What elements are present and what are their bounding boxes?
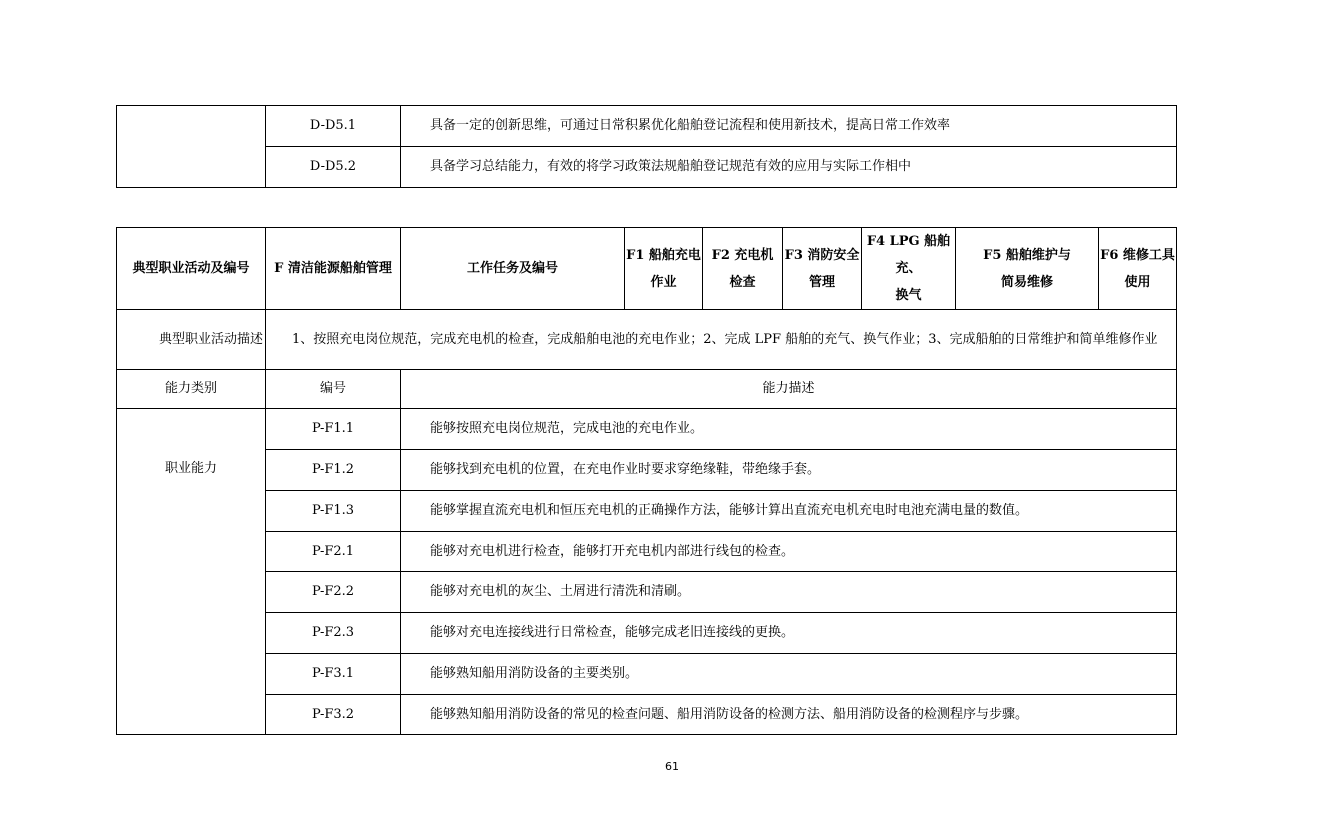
top-table xyxy=(116,105,1177,188)
desc-cell: 能够对充电机的灰尘、土屑进行清洗和清刷。 xyxy=(401,572,1177,613)
task-f1: F1 船舶充电 作业 xyxy=(625,228,703,310)
desc-cell: 能够熟知船用消防设备的常见的检查问题、船用消防设备的检测方法、船用消防设备的检测程序与步骤。 xyxy=(401,695,1177,735)
code-cell: P-F3.2 xyxy=(266,695,401,735)
desc-cell: 能够按照充电岗位规范，完成电池的充电作业。 xyxy=(401,409,1177,450)
desc-cell: 具备一定的创新思维，可通过日常积累优化船舶登记流程和使用新技术，提高日常工作效率 xyxy=(401,106,1177,147)
activity-name: F 清洁能源船舶管理 xyxy=(266,228,401,310)
table-row xyxy=(117,695,1177,735)
desc-cell: 能够熟知船用消防设备的主要类别。 xyxy=(401,654,1177,695)
header-row xyxy=(117,228,1177,310)
desc-cell: 能够对充电连接线进行日常检查，能够完成老旧连接线的更换。 xyxy=(401,613,1177,654)
task-f4: F4 LPG 船舶充、 换气 xyxy=(862,228,956,310)
page-number: 61 xyxy=(665,760,679,773)
activity-label: 典型职业活动及编号 xyxy=(117,228,266,310)
desc-cell: 能够找到充电机的位置，在充电作业时要求穿绝缘鞋，带绝缘手套。 xyxy=(401,450,1177,491)
table-row xyxy=(117,491,1177,532)
table-row xyxy=(117,409,1177,450)
activity-desc-row xyxy=(117,310,1177,370)
task-f3: F3 消防安全 管理 xyxy=(783,228,862,310)
table-row xyxy=(117,532,1177,572)
code-cell: P-F2.3 xyxy=(266,613,401,654)
task-f6: F6 维修工具 使用 xyxy=(1099,228,1177,310)
table-row xyxy=(117,147,1177,188)
code-cell: P-F3.1 xyxy=(266,654,401,695)
table-row xyxy=(117,572,1177,613)
desc-cell: 能够掌握直流充电机和恒压充电机的正确操作方法，能够计算出直流充电机充电时电池充满电量的数值。 xyxy=(401,491,1177,532)
main-table xyxy=(116,227,1177,735)
task-label: 工作任务及编号 xyxy=(401,228,625,310)
task-f2: F2 充电机 检查 xyxy=(703,228,783,310)
code-cell: P-F2.2 xyxy=(266,572,401,613)
code-cell: P-F1.1 xyxy=(266,409,401,450)
activity-desc: 1、按照充电岗位规范，完成充电机的检查，完成船舶电池的充电作业；2、完成 LPF 船舶的充气、换气作业；3、完成船舶的日常维护和简单维修作业 xyxy=(266,310,1177,370)
activity-desc-label: 典型职业活动描述 xyxy=(117,310,266,370)
desc-cell: 能够对充电机进行检查，能够打开充电机内部进行线包的检查。 xyxy=(401,532,1177,572)
category-cell-empty xyxy=(117,106,266,188)
desc-cell: 具备学习总结能力，有效的将学习政策法规船舶登记规范有效的应用与实际工作相中 xyxy=(401,147,1177,188)
table-row xyxy=(117,654,1177,695)
table-row xyxy=(117,613,1177,654)
col-header-code: 编号 xyxy=(266,370,401,409)
table-row xyxy=(117,106,1177,147)
col-header-category: 能力类别 xyxy=(117,370,266,409)
code-cell: P-F1.3 xyxy=(266,491,401,532)
code-cell: D-D5.1 xyxy=(266,106,401,147)
code-cell: P-F2.1 xyxy=(266,532,401,572)
category-cell: 职业能力 xyxy=(117,409,266,735)
code-cell: P-F1.2 xyxy=(266,450,401,491)
column-header-row xyxy=(117,370,1177,409)
code-cell: D-D5.2 xyxy=(266,147,401,188)
task-f5: F5 船舶维护与 简易维修 xyxy=(956,228,1099,310)
table-row xyxy=(117,450,1177,491)
col-header-desc: 能力描述 xyxy=(401,370,1177,409)
